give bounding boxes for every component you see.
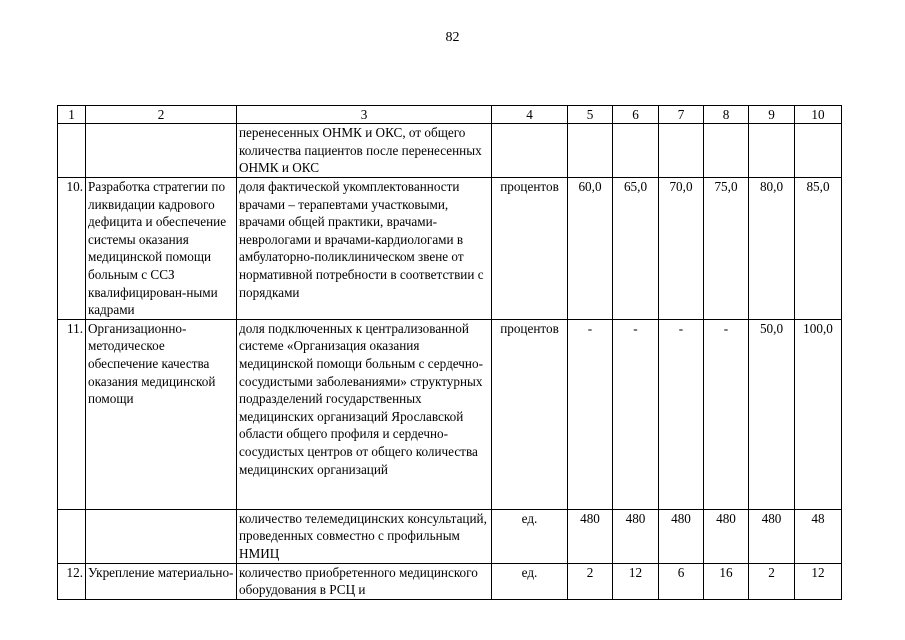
header-row xyxy=(58,106,842,124)
indicator-cell: доля фактической укомплектованности врачами – терапевтами участковыми, врачами общей практики, врачами-неврологами и врачами-кардиологами в амбулаторно-поликлиническом звене от нормативной потребности в соответствии с порядками xyxy=(237,178,492,320)
value-cell: 12 xyxy=(795,563,842,599)
indicator-cell: количество телемедицинских консультаций, проведенных совместно с профильным НМИЦ xyxy=(237,509,492,563)
measure-cell xyxy=(86,509,237,563)
unit-cell: процентов xyxy=(492,178,568,320)
header-cell: 6 xyxy=(613,106,659,124)
value-cell: - xyxy=(613,319,659,509)
indicator-cell: доля подключенных к централизованной системе «Организация оказания медицинской помощи больным с сердечно-сосудистыми заболеваниями» структурных подразделений государственных медицинских организаций Ярославской области общего профиля и сердечно-сосудистых центров от общего количества медицинских организаций xyxy=(237,319,492,509)
header-cell: 5 xyxy=(568,106,613,124)
indicator-cell: перенесенных ОНМК и ОКС, от общего количества пациентов после перенесенных ОНМК и ОКС xyxy=(237,124,492,178)
unit-cell xyxy=(492,124,568,178)
indicators-table xyxy=(57,105,842,600)
value-cell: 480 xyxy=(659,509,704,563)
table-row xyxy=(58,509,842,563)
value-cell: 80,0 xyxy=(749,178,795,320)
measure-cell: Разработка стратегии по ликвидации кадрового дефицита и обеспечение системы оказания медицинской помощи больным с ССЗ квалифицирован-ными кадрами xyxy=(86,178,237,320)
header-cell: 7 xyxy=(659,106,704,124)
value-cell: 100,0 xyxy=(795,319,842,509)
value-cell xyxy=(704,124,749,178)
header-cell: 3 xyxy=(237,106,492,124)
value-cell: 50,0 xyxy=(749,319,795,509)
value-cell: 16 xyxy=(704,563,749,599)
value-cell: - xyxy=(568,319,613,509)
value-cell xyxy=(613,124,659,178)
header-cell: 10 xyxy=(795,106,842,124)
table-row xyxy=(58,124,842,178)
header-cell: 9 xyxy=(749,106,795,124)
header-cell: 2 xyxy=(86,106,237,124)
value-cell: 70,0 xyxy=(659,178,704,320)
header-cell: 8 xyxy=(704,106,749,124)
unit-cell: ед. xyxy=(492,509,568,563)
value-cell: 65,0 xyxy=(613,178,659,320)
unit-cell: ед. xyxy=(492,563,568,599)
value-cell xyxy=(795,124,842,178)
measure-cell xyxy=(86,124,237,178)
page-number: 82 xyxy=(445,30,460,45)
value-cell: 6 xyxy=(659,563,704,599)
header-cell: 1 xyxy=(58,106,86,124)
value-cell: 480 xyxy=(704,509,749,563)
value-cell: 2 xyxy=(568,563,613,599)
value-cell: 48 xyxy=(795,509,842,563)
value-cell: 12 xyxy=(613,563,659,599)
value-cell: 480 xyxy=(613,509,659,563)
value-cell: 480 xyxy=(568,509,613,563)
value-cell: 2 xyxy=(749,563,795,599)
value-cell xyxy=(568,124,613,178)
table-row xyxy=(58,319,842,509)
value-cell: 480 xyxy=(749,509,795,563)
row-index: 10. xyxy=(58,178,86,320)
value-cell: - xyxy=(659,319,704,509)
row-index xyxy=(58,509,86,563)
row-index: 12. xyxy=(58,563,86,599)
row-index: 11. xyxy=(58,319,86,509)
value-cell xyxy=(659,124,704,178)
value-cell xyxy=(749,124,795,178)
value-cell: 75,0 xyxy=(704,178,749,320)
value-cell: - xyxy=(704,319,749,509)
measure-cell: Укрепление материально- xyxy=(86,563,237,599)
table-row xyxy=(58,178,842,320)
table-row xyxy=(58,563,842,599)
unit-cell: процентов xyxy=(492,319,568,509)
value-cell: 85,0 xyxy=(795,178,842,320)
indicator-cell: количество приобретенного медицинского оборудования в РСЦ и xyxy=(237,563,492,599)
value-cell: 60,0 xyxy=(568,178,613,320)
measure-cell: Организационно-методическое обеспечение качества оказания медицинской помощи xyxy=(86,319,237,509)
row-index xyxy=(58,124,86,178)
header-cell: 4 xyxy=(492,106,568,124)
